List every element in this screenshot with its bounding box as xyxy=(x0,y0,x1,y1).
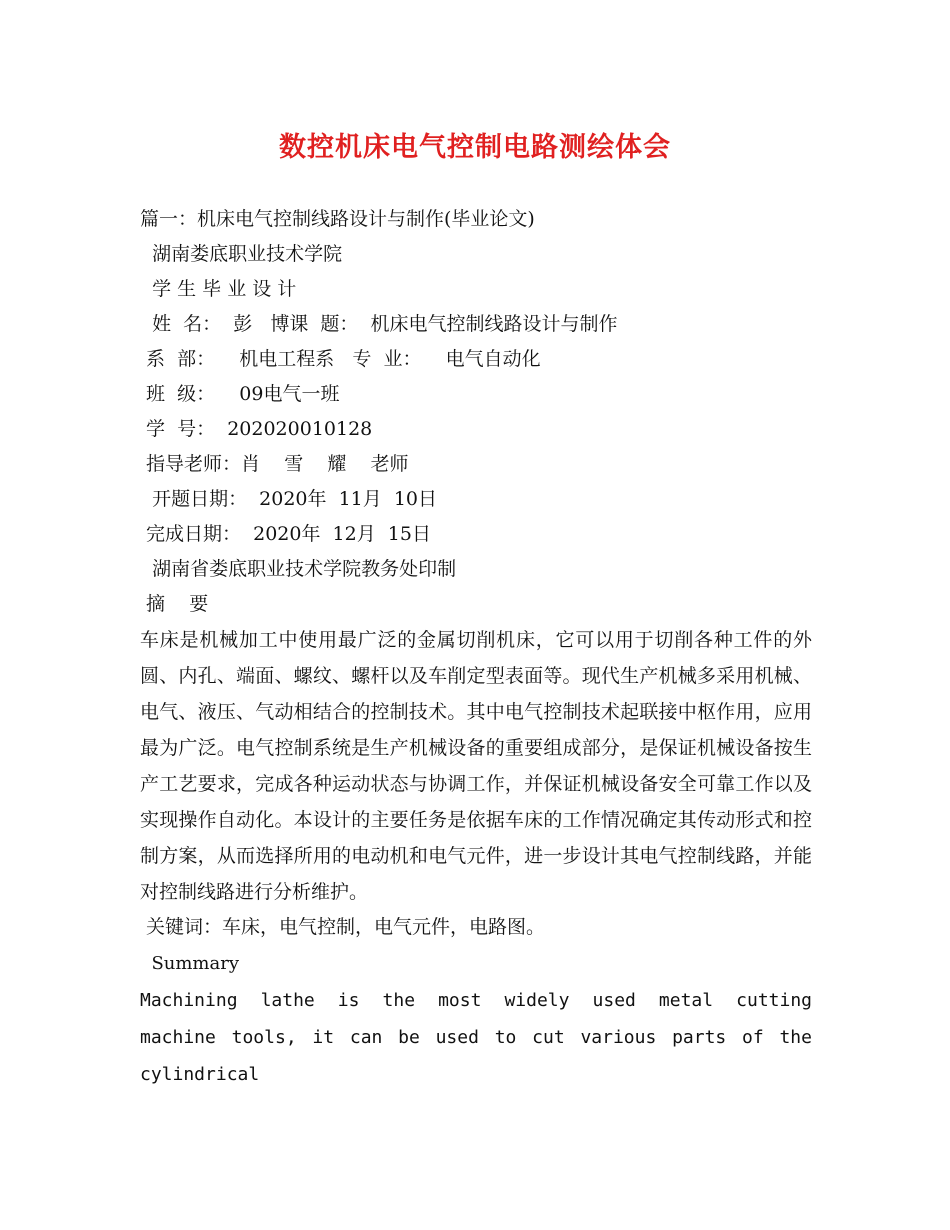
name-topic-line: 姓 名： 彭 博课 题： 机床电气控制线路设计与制作 xyxy=(140,313,618,335)
class-line: 班 级： 09电气一班 xyxy=(140,383,340,405)
abstract-heading: 摘 要 xyxy=(140,593,209,615)
summary-heading: Summary xyxy=(140,953,240,974)
department-major-line: 系 部： 机电工程系 专 业： 电气自动化 xyxy=(140,348,541,370)
finish-date-line: 完成日期： 2020年 12月 15日 xyxy=(140,523,431,545)
student-id-line: 学 号： 202020010128 xyxy=(140,418,373,440)
abstract-paragraph: 车床是机械加工中使用最广泛的金属切削机床，它可以用于切削各种工件的外圆、内孔、端面、螺纹、螺杆以及车削定型表面等。现代生产机械多采用机械、电气、液压、气动相结合的控制技术。其中电气控制技术起联接中枢作用，应用最为广泛。电气控制系统是生产机械设备的重要组成部分，是保证机械设备按生产工艺要求，完成各种运动状态与协调工作，并保证机械设备安全可靠工作以及实现操作自动化。本设计的主要任务是依据车床的工作情况确定其传动形式和控制方案，从而选择所用的电动机和电气元件，进一步设计其电气控制线路，并能对控制线路进行分析维护。 xyxy=(140,629,812,903)
printer-line: 湖南省娄底职业技术学院教务处印制 xyxy=(140,558,457,580)
design-label: 学 生 毕 业 设 计 xyxy=(140,278,297,300)
document-title: 数控机床电气控制电路测绘体会 xyxy=(279,132,671,163)
school-name: 湖南娄底职业技术学院 xyxy=(140,243,343,265)
start-date-line: 开题日期： 2020年 11月 10日 xyxy=(140,488,438,510)
keywords-line: 关键词：车床，电气控制，电气元件，电路图。 xyxy=(140,916,546,938)
chapter-heading: 篇一：机床电气控制线路设计与制作(毕业论文) xyxy=(140,208,535,230)
summary-paragraph: Machining lathe is the most widely used metal cutting machine tools, it can be used to cut various parts of the cylindrical xyxy=(140,990,812,1085)
document-body xyxy=(140,202,812,1093)
advisor-line: 指导老师：肖 雪 耀 老师 xyxy=(140,453,409,475)
